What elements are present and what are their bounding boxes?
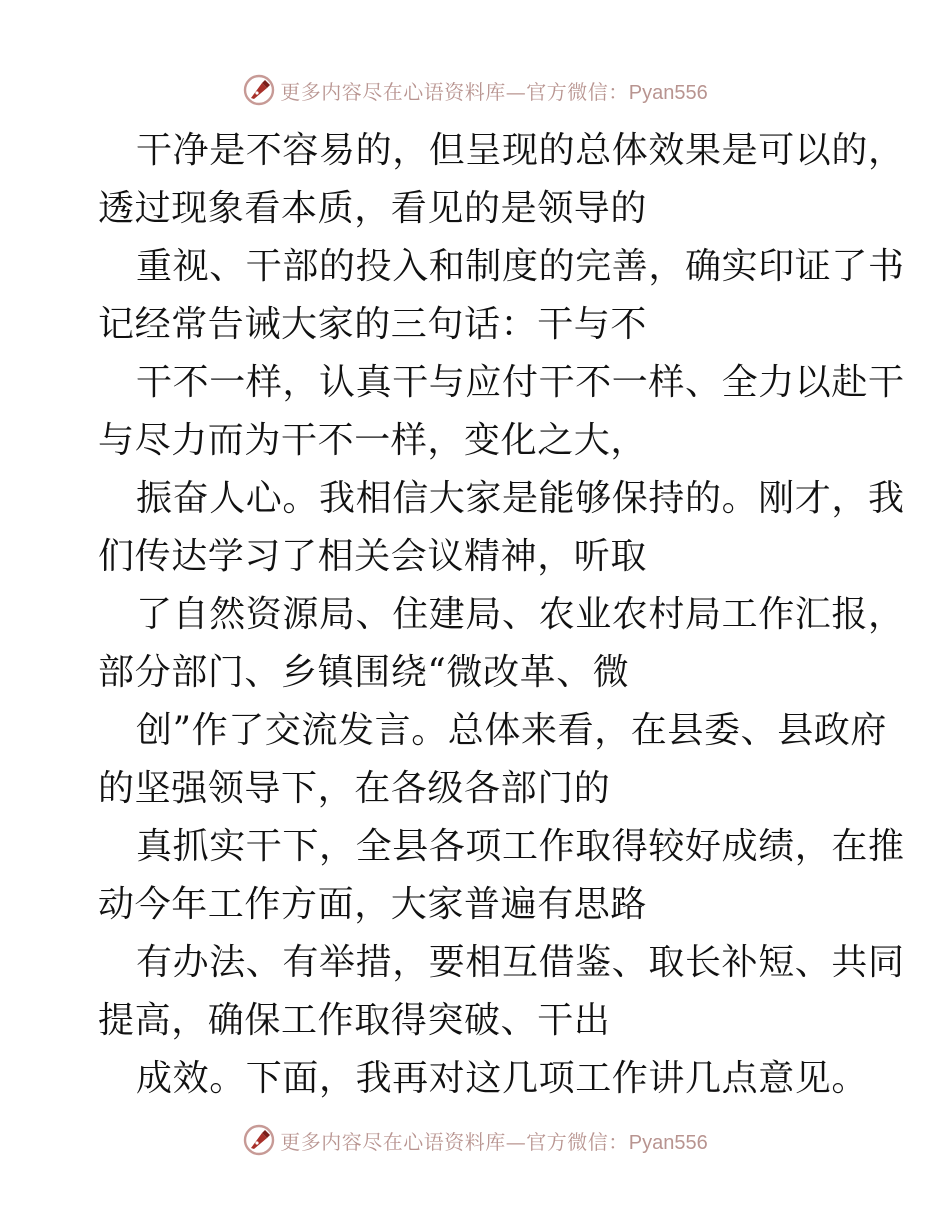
pen-nib-logo-icon	[242, 1123, 276, 1157]
paragraph-line: 振奋人心。我相信大家是能够保持的。刚才，我	[136, 478, 905, 519]
paragraph-line: 与尽力而为干不一样，变化之大，	[98, 420, 648, 461]
paragraph-line: 创”作了交流发言。总体来看，在县委、县政府	[136, 710, 888, 751]
paragraph-line: 透过现象看本质，看见的是领导的	[98, 188, 648, 229]
paragraph-line: 提高，确保工作取得突破、干出	[98, 1000, 611, 1041]
paragraph-line: 们传达学习了相关会议精神，听取	[98, 536, 648, 577]
paragraph-line: 了自然资源局、住建局、农业农村局工作汇报，	[136, 594, 905, 635]
watermark-text: 更多内容尽在心语资料库—官方微信：Pyan556	[280, 79, 708, 104]
footer-watermark	[0, 1120, 950, 1160]
paragraph-line: 的坚强领导下，在各级各部门的	[98, 768, 611, 809]
document-body	[98, 122, 905, 1108]
paragraph-line: 真抓实干下，全县各项工作取得较好成绩，在推	[136, 826, 905, 867]
paragraph-line: 成效。下面，我再对这几项工作讲几点意见。	[136, 1058, 869, 1099]
pen-nib-logo-icon	[242, 73, 276, 107]
paragraph-line: 重视、干部的投入和制度的完善，确实印证了书	[136, 246, 905, 287]
paragraph-line: 记经常告诫大家的三句话：干与不	[98, 304, 648, 345]
paragraph-line: 部分部门、乡镇围绕“微改革、微	[98, 652, 630, 693]
paragraph-line: 有办法、有举措，要相互借鉴、取长补短、共同	[136, 942, 905, 983]
paragraph-line: 干不一样，认真干与应付干不一样、全力以赴干	[136, 362, 905, 403]
paragraph-line: 干净是不容易的，但呈现的总体效果是可以的，	[136, 130, 905, 171]
watermark-text: 更多内容尽在心语资料库—官方微信：Pyan556	[280, 1129, 708, 1154]
header-watermark	[0, 70, 950, 110]
paragraph-line: 动今年工作方面，大家普遍有思路	[98, 884, 648, 925]
